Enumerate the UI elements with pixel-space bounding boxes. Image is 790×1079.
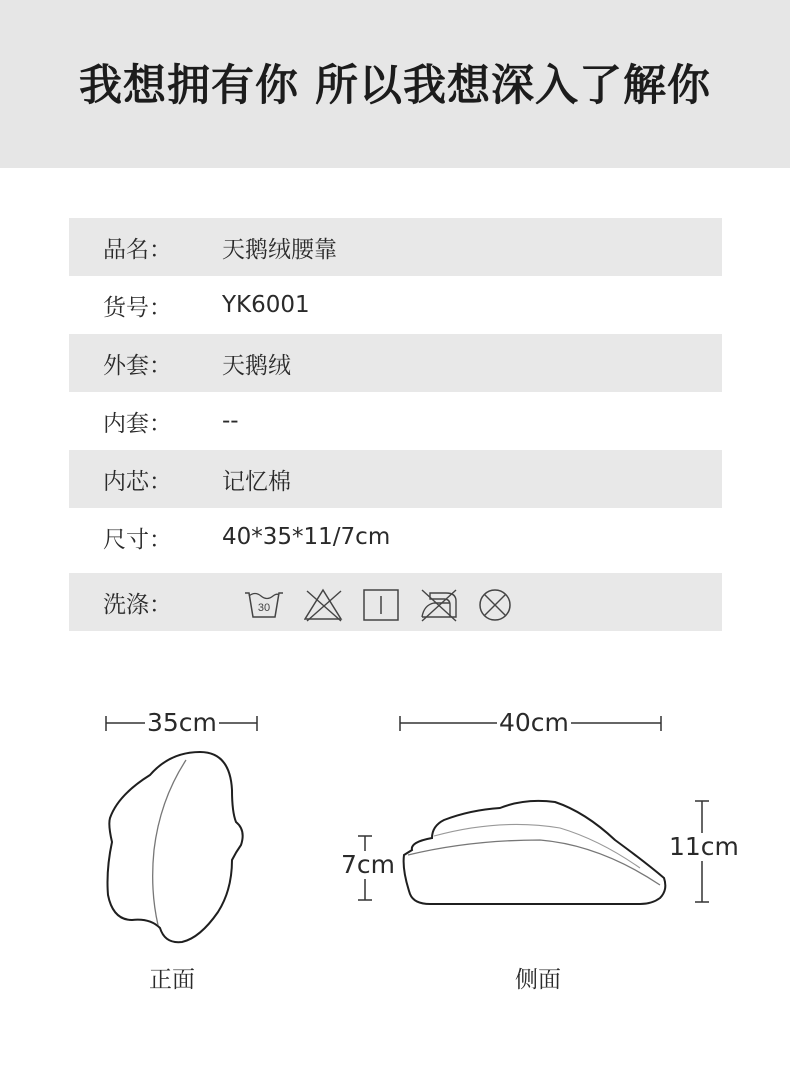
side-view-caption: 侧面 [515,967,561,993]
spec-value: YK6001 [222,292,310,318]
spec-label: 洗涤： [103,591,172,618]
front-view-drawing [108,752,243,942]
front-width-label: 35cm [147,708,217,737]
spec-value: 天鹅绒 [222,352,291,379]
spec-label: 外套： [103,352,172,379]
spec-label: 货号： [103,294,172,321]
side-high-height-label: 11cm [669,832,739,861]
spec-label: 内芯： [103,468,172,495]
front-view-caption: 正面 [149,967,195,993]
spec-value: 记忆棉 [222,468,291,495]
side-view-drawing [404,801,666,904]
spec-label: 内套： [103,410,172,437]
side-length-label: 40cm [499,708,569,737]
spec-value: 天鹅绒腰靠 [222,236,337,263]
page-title: 我想拥有你 所以我想深入了解你 [79,61,711,111]
spec-label: 品名： [103,236,172,263]
side-low-height-label: 7cm [341,850,396,879]
wash-temp-label: 30 [257,602,271,614]
spec-label: 尺寸： [103,526,172,553]
spec-value: 40*35*11/7cm [222,524,391,550]
spec-value: -- [222,408,239,434]
